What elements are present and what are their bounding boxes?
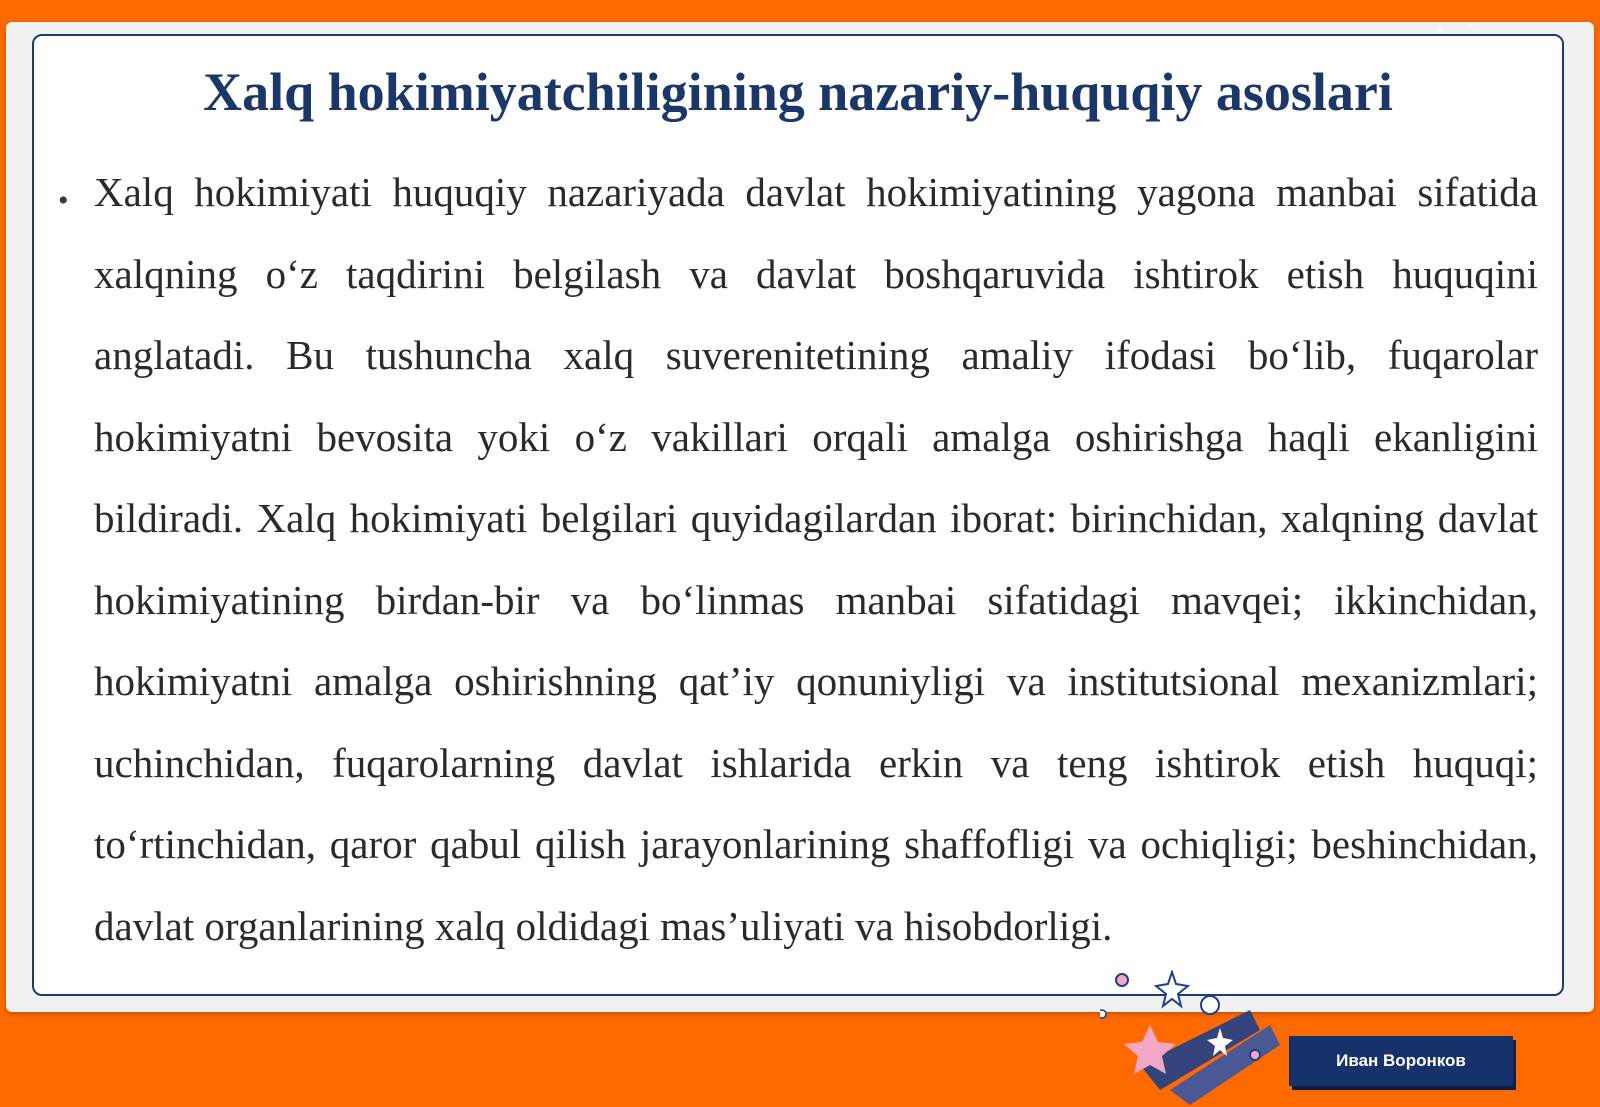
bullet-marker: • bbox=[58, 184, 69, 217]
bullet-text: Xalq hokimiyati huquqiy nazariyada davlat hokimiyatining yagona manbai sifatida xalqning o‘z taqdirini belgilash va davlat boshqaruvida ishtirok etish huquqini anglatadi. Bu tushuncha xalq suverenitetining amaliy ifodasi bo‘lib, fuqarolar hokimiyatni bevosita yoki o‘z vakillari orqali amalga oshirishga haqli ekanligini bildiradi. Xalq hokimiyati belgilari quyidagilardan iborat: birinchidan, xalqning davlat hokimiyatining birdan-bir va bo‘linmas manbai sifatidagi mavqei; ikkinchidan, hokimiyatni amalga oshirishning qat’iy qonuniyligi va institutsional mexanizmlari; uchinchidan, fuqarolarning davlat ishlarida erkin va teng ishtirok etish huquqi; to‘rtinchidan, qaror qabul qilish jarayonlarining shaffofligi va ochiqligi; beshinchidan, davlat organlarining xalq oldidagi mas’uliyati va hisobdorligi. bbox=[94, 169, 1538, 949]
author-badge: Иван Воронков bbox=[1289, 1036, 1513, 1086]
slide-title: Xalq hokimiyatchiligining nazariy-huquqiy asoslari bbox=[203, 62, 1393, 122]
stars-decoration bbox=[1100, 970, 1300, 1107]
paint-speckle-decoration bbox=[1400, 0, 1600, 60]
